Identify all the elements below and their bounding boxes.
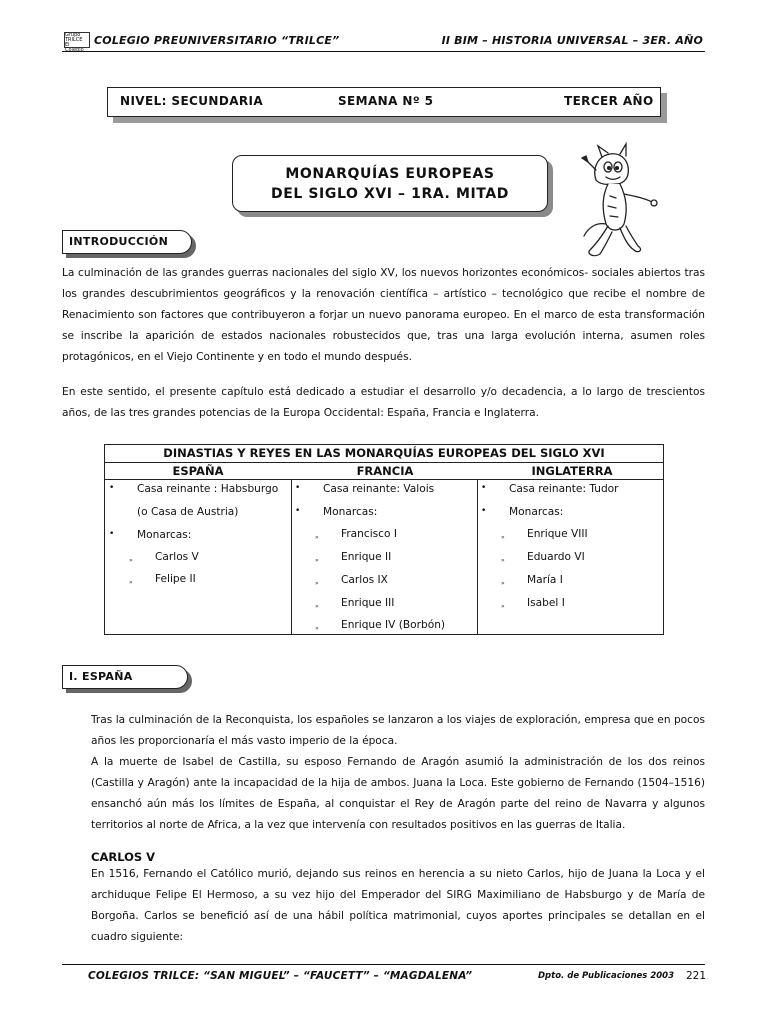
carlos-v-text: En 1516, Fernando el Católico murió, dejando sus reinos en herencia a su nieto Carlos, hijo de Juana la Loca y el archiduque Felipe El Hermoso, a su vez hijo del Emperador del SIRG Maximiliano de Habsburgo y de María de Borgoña. Carlos se benefició así de una hábil política matrimonial, cuyos aportes principales se detallan en el cuadro siguiente: (91, 868, 705, 943)
arrow-bullet-icon: » (501, 557, 505, 564)
arrow-bullet-icon: » (315, 625, 319, 632)
table-divider (477, 480, 478, 634)
table-cell-house-cont: (o Casa de Austria) (137, 506, 239, 518)
table-divider (291, 480, 292, 634)
level-bar (107, 87, 661, 117)
table-cell-monarchs-label: Monarcas: (137, 529, 192, 541)
table-cell-monarch: Enrique II (341, 551, 392, 563)
table-cell-house: Casa reinante : Habsburgo (137, 483, 279, 495)
level-semana: SEMANA Nº 5 (338, 94, 434, 108)
school-logo (64, 32, 90, 53)
table-cell-monarch: Francisco I (341, 528, 397, 540)
table-cell-monarchs-label: Monarcas: (323, 506, 378, 518)
level-grado: TERCER AÑO (564, 94, 654, 108)
carlos-v-paragraph (91, 864, 705, 948)
table-column-francia (295, 480, 477, 634)
page-header (62, 30, 705, 52)
intro-text-1: La culminación de las grandes guerras nacionales del siglo XV, los nuevos horizontes económicos- sociales abiertos tras los grandes descubrimientos geográficos y la renovación científica – artístico – tecnológico que recibe el nombre de Renacimiento son factores que contribuyeron a forjar un nuevo panorama europeo. En el marco de esta transformación se inscribe la aparición de estados nacionales robustecidos que, tras una larga evolución interna, asumen roles protagónicos, en el Viejo Continente y en todo el mundo después. (62, 267, 705, 363)
table-header-row (105, 463, 663, 480)
dynasties-table (104, 444, 664, 635)
arrow-bullet-icon: » (501, 580, 505, 587)
footer-schools: COLEGIOS TRILCE: “SAN MIGUEL” – “FAUCETT” – “MAGDALENA” (88, 970, 473, 982)
cartoon-cat-illustration (572, 140, 664, 262)
page-title (232, 155, 548, 212)
table-cell-monarch: Enrique III (341, 597, 395, 609)
arrow-bullet-icon: » (315, 580, 319, 587)
arrow-bullet-icon: » (129, 579, 133, 586)
header-course: II BIM – HISTORIA UNIVERSAL – 3ER. AÑO (441, 34, 703, 47)
header-school-name: COLEGIO PREUNIVERSITARIO “TRILCE” (94, 34, 340, 47)
page-number: 221 (686, 970, 707, 982)
table-column-espana (109, 480, 291, 634)
section-tag-espana: I. ESPAÑA (62, 665, 188, 689)
intro-text-2: En este sentido, el presente capítulo está dedicado a estudiar el desarrollo y/o decadencia, a lo largo de trescientos años, de las tres grandes potencias de la Europa Occidental: España, Francia e Inglaterra. (62, 386, 705, 419)
arrow-bullet-icon: » (501, 603, 505, 610)
table-cell-monarchs-label: Monarcas: (509, 506, 564, 518)
footer-rule (62, 964, 705, 965)
section-tag-introduccion: INTRODUCCIÓN (62, 230, 192, 254)
table-header-francia: FRANCIA (356, 464, 414, 478)
table-column-inglaterra (481, 480, 661, 634)
arrow-bullet-icon: » (315, 557, 319, 564)
table-cell-monarch: Isabel I (527, 597, 565, 609)
arrow-bullet-icon: » (315, 603, 319, 610)
espana-text-1: Tras la culminación de la Reconquista, los españoles se lanzaron a los viajes de exploración, empresa que en pocos años les proporcionaría el más vasto imperio de la época. (91, 714, 705, 747)
logo-line: El Colegio (65, 42, 84, 53)
footer-department: Dpto. de Publicaciones 2003 (538, 971, 674, 981)
bullet-icon: • (295, 483, 301, 493)
title-line-1: MONARQUÍAS EUROPEAS (285, 166, 495, 182)
arrow-bullet-icon: » (129, 557, 133, 564)
bullet-icon: • (481, 506, 487, 516)
table-cell-monarch: Carlos IX (341, 574, 388, 586)
subheading-carlos-v: CARLOS V (91, 850, 156, 864)
table-cell-monarch: Enrique VIII (527, 528, 588, 540)
table-title: DINASTIAS Y REYES EN LAS MONARQUÍAS EUROPEAS DEL SIGLO XVI (105, 445, 663, 463)
intro-paragraph-2 (62, 382, 705, 424)
intro-paragraph-1 (62, 263, 705, 368)
table-cell-house: Casa reinante: Valois (323, 483, 435, 495)
table-cell-monarch: Enrique IV (Borbón) (341, 619, 446, 631)
espana-text-2: A la muerte de Isabel de Castilla, su esposo Fernando de Aragón asumió la administración de los dos reinos (Castilla y Aragón) ante la incapacidad de la hija de ambos. Juana la Loca. Este gobierno de Fernando (1504–1516) ensanchó aún más los límites de España, al conquistar el Rey de Aragón parte del reino de Navarra y algunos territorios al norte de Africa, a la vez que intervenía con resultados positivos en las guerras de Italia. (91, 756, 705, 831)
bullet-icon: • (109, 529, 115, 539)
table-cell-monarch: Felipe II (155, 573, 196, 585)
arrow-bullet-icon: » (315, 534, 319, 541)
table-header-espana: ESPAÑA (172, 464, 224, 478)
logo-line: Grupo (65, 32, 81, 38)
table-cell-monarch: Eduardo VI (527, 551, 585, 563)
espana-paragraphs (91, 710, 705, 836)
table-cell-monarch: Carlos V (155, 551, 199, 563)
bullet-icon: • (481, 483, 487, 493)
title-line-2: DEL SIGLO XVI – 1RA. MITAD (270, 186, 509, 202)
table-header-inglaterra: INGLATERRA (531, 464, 613, 478)
table-cell-monarch: María I (527, 574, 563, 586)
arrow-bullet-icon: » (501, 534, 505, 541)
table-cell-house: Casa reinante: Tudor (509, 483, 619, 495)
bullet-icon: • (295, 506, 301, 516)
bullet-icon: • (109, 483, 115, 493)
level-nivel: NIVEL: SECUNDARIA (120, 94, 264, 108)
logo-line: TRILCE (65, 37, 83, 43)
